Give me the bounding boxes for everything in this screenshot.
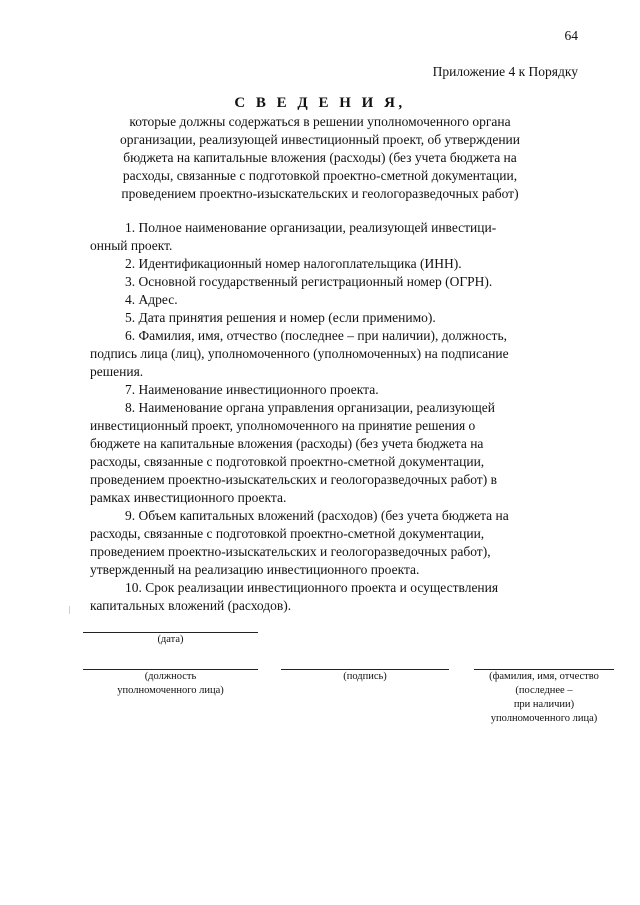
item-10: 10. Срок реализации инвестиционного проекта и осуществления капитальных вложений (расходов).: [90, 580, 499, 613]
margin-mark: [69, 606, 70, 614]
item-5: 5. Дата принятия решения и номер (если применимо).: [125, 310, 436, 325]
item-8: 8. Наименование органа управления организации, реализующей инвестиционный проект, уполномоченного на принятие решения о бюджете на капитальные вложения (расходы) (без учета бюджета на расходы, связанные с подготовкой проектно-сметной документации, проведением проектно-изыскательских и геологоразведочных работ) в рамках инвестиционного проекта.: [90, 400, 497, 505]
name-caption: (фамилия, имя, отчество (последнее – при наличии) уполномоченного лица): [489, 671, 599, 724]
item-4: 4. Адрес.: [125, 292, 178, 307]
date-caption: (дата): [157, 634, 184, 645]
item-3: 3. Основной государственный регистрационный номер (ОГРН).: [125, 274, 493, 289]
document-title: С В Е Д Е Н И Я,: [234, 95, 406, 111]
page-number: 64: [564, 28, 578, 43]
item-9: 9. Объем капитальных вложений (расходов) (без учета бюджета на расходы, связанные с подготовкой проектно-сметной документации, проведением проектно-изыскательских и геологоразведочных работ), утвержденный на реализацию инвестиционного проекта.: [90, 508, 509, 577]
item-2: 2. Идентификационный номер налогоплательщика (ИНН).: [125, 256, 462, 271]
signature-caption: (подпись): [343, 671, 387, 682]
item-6: 6. Фамилия, имя, отчество (последнее – при наличии), должность, подпись лица (лиц), уполномоченного (уполномоченных) на подписание решения.: [90, 328, 509, 379]
document-subtitle: которые должны содержаться в решении уполномоченного органа организации, реализующей инвестиционный проект, об утверждении бюджета на капитальные вложения (расходы) (без учета бюджета на расходы, связанные с подготовкой проектно-сметной документации, проведением проектно-изыскательских и геологоразведочных работ): [119, 114, 521, 201]
item-1: 1. Полное наименование организации, реализующей инвестици- онный проект.: [90, 220, 497, 253]
position-caption: (должность уполномоченного лица): [117, 671, 224, 696]
item-7: 7. Наименование инвестиционного проекта.: [125, 382, 379, 397]
appendix-label: Приложение 4 к Порядку: [432, 64, 578, 79]
